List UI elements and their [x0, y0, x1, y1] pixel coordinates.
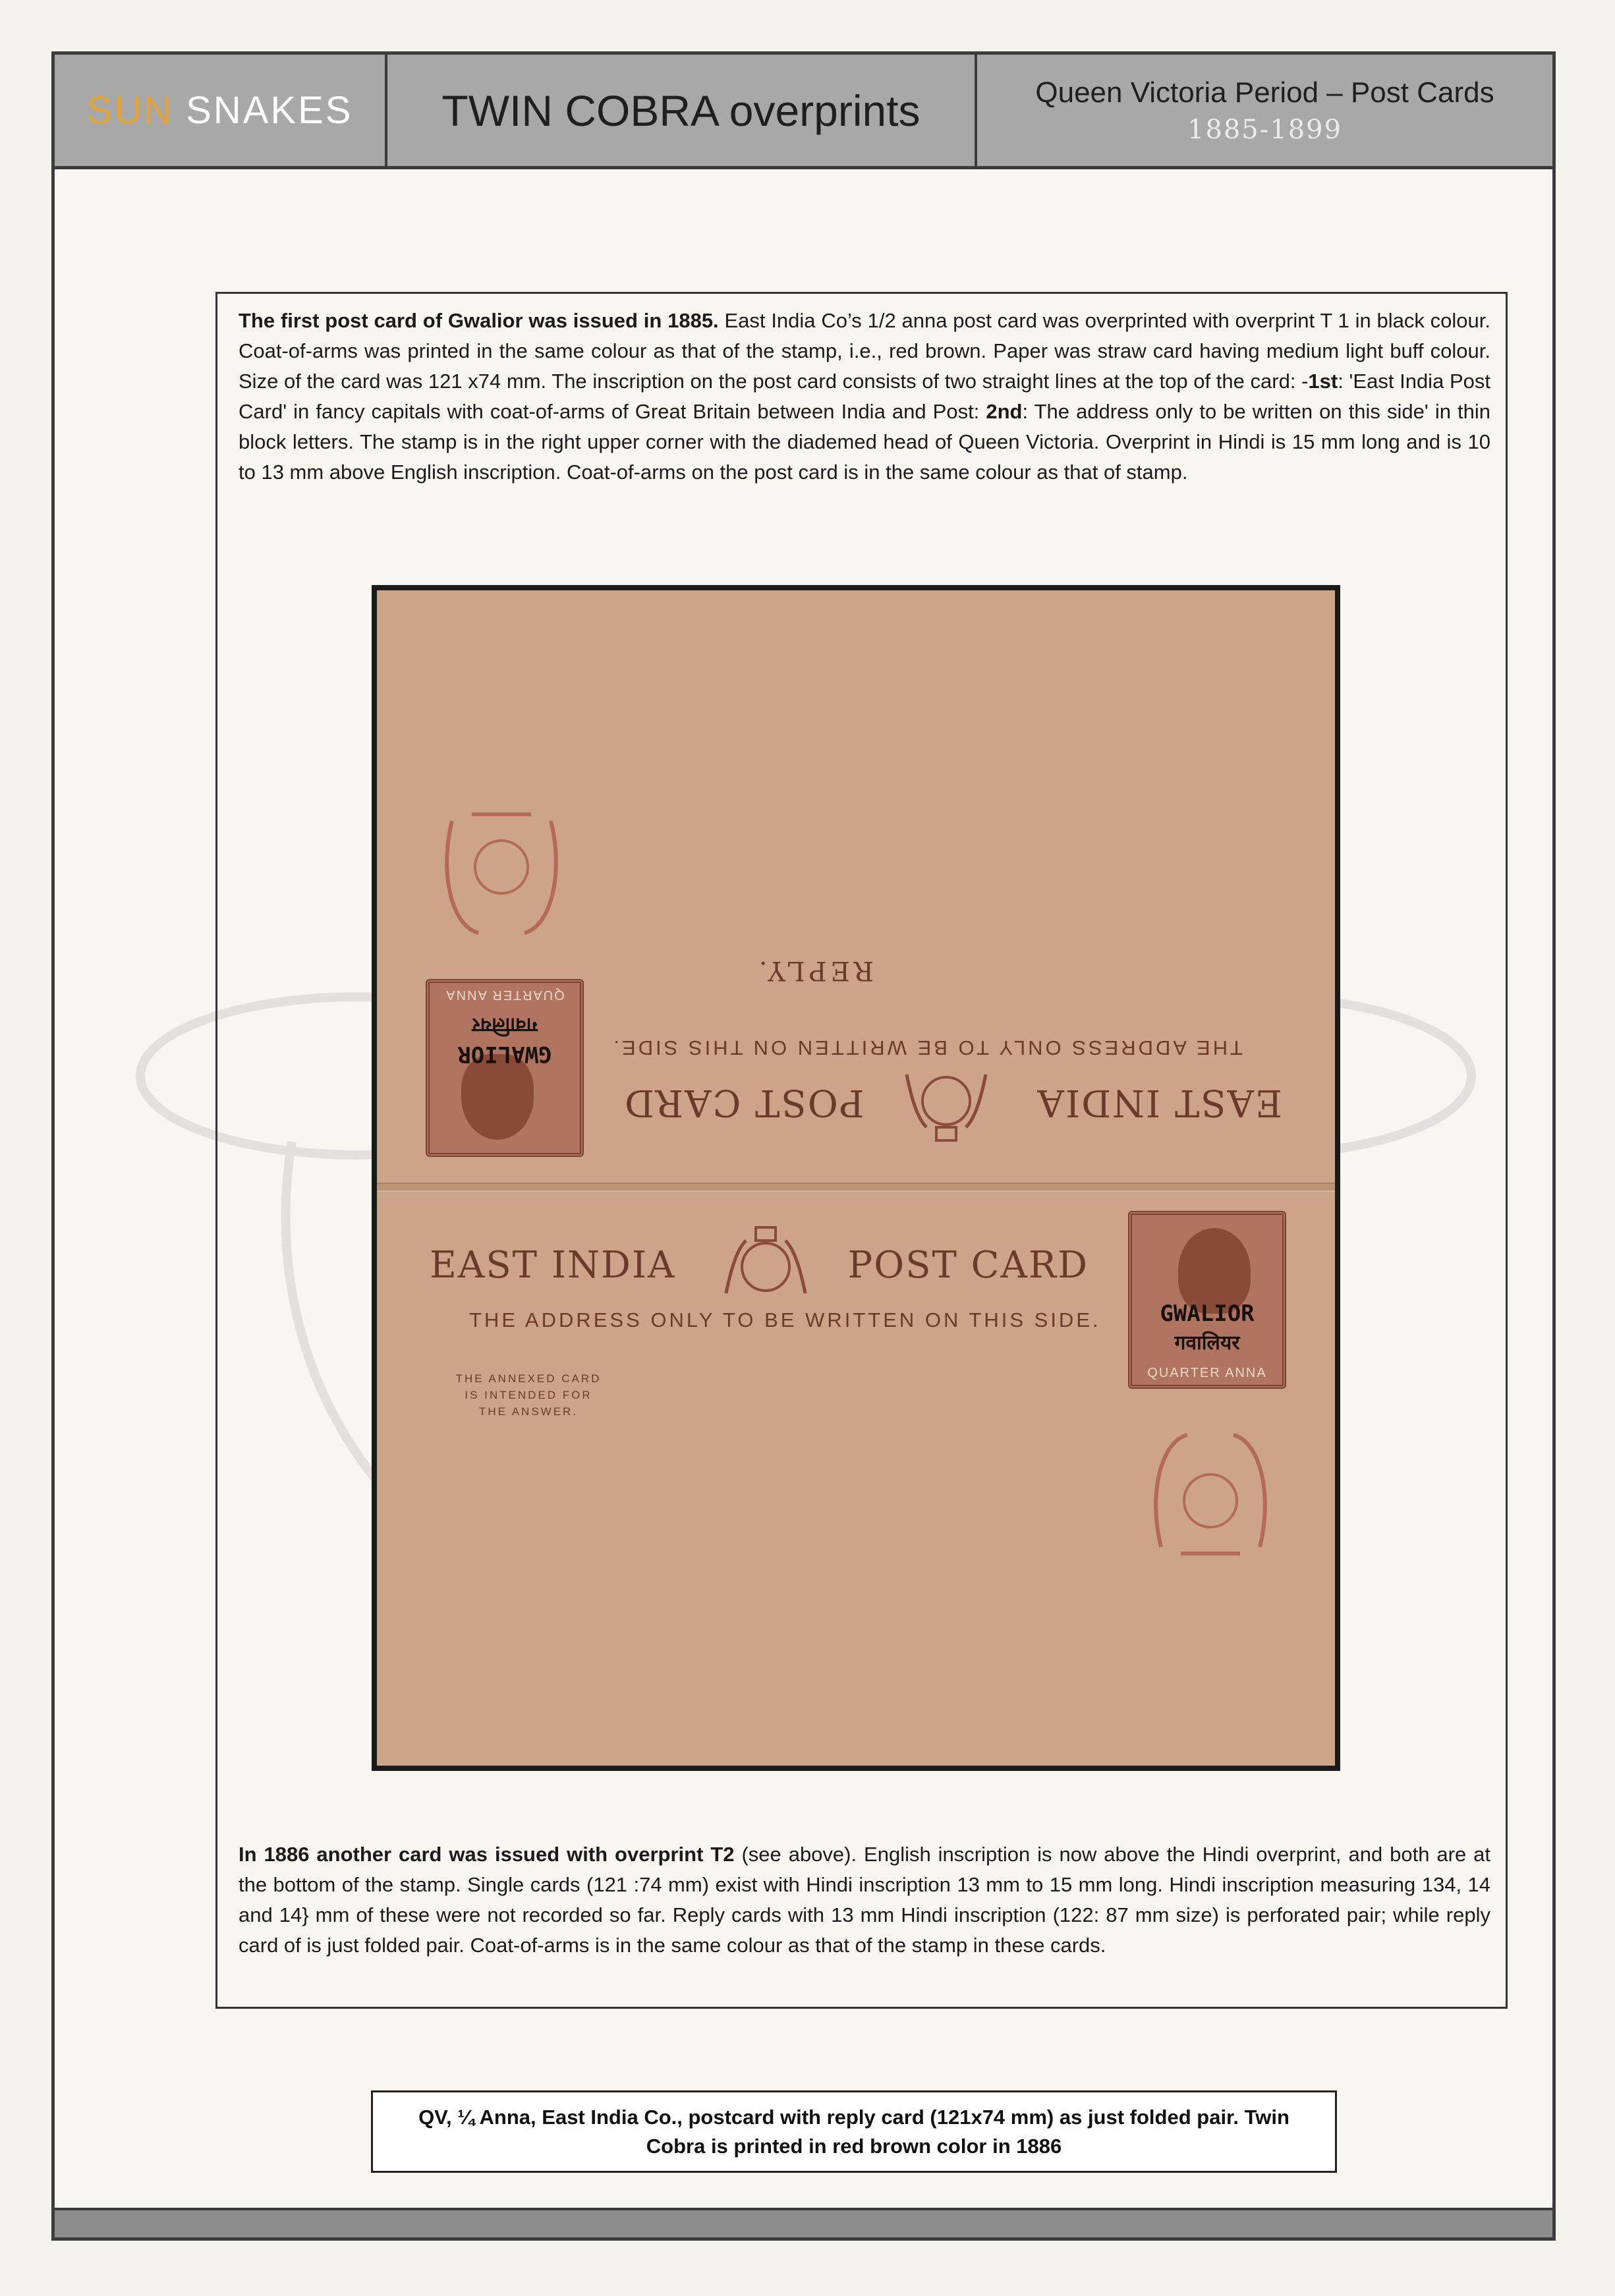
- twin-cobra-icon: [1135, 1415, 1286, 1567]
- postage-stamp: [1128, 1211, 1286, 1389]
- first-text: : 'East India Post Card' in fancy capitals with coat-of-arms of Great Britain between India and Post:: [239, 370, 1490, 423]
- reply-east-india: EAST INDIA: [1036, 1081, 1282, 1124]
- outro-body: (see above). English inscription is now above the Hindi overprint, and both are at the bottom of the stamp. Single cards (121 :74 mm) exist with Hindi inscription 13 mm to 15 mm long. Hindi inscription measuring 134, 14 and 14} mm of these were not recorded so far. Reply cards with 13 mm Hindi inscription (122: 87 mm size) is perforated pair; while reply card of is just folded pair. Coat-of-arms is in the same colour as that of the stamp in these cards.: [239, 1843, 1490, 1957]
- outro-lead: In 1886 another card was issued with overprint T2: [239, 1843, 735, 1866]
- title-cell: [387, 55, 977, 166]
- card-fold: [377, 1183, 1335, 1192]
- brand-snakes: SNAKES: [186, 89, 353, 132]
- first-label: 1st: [1308, 370, 1338, 393]
- reply-overprint-hindi: गवालियर: [472, 1013, 538, 1036]
- brand-cell: [55, 55, 387, 166]
- page-title: TWIN COBRA overprints: [441, 86, 921, 135]
- coat-of-arms-icon: [887, 1061, 1006, 1147]
- reply-stamp: [426, 979, 584, 1157]
- overprint-gwalior: GWALIOR: [1160, 1301, 1255, 1327]
- album-page-frame: [51, 51, 1556, 2241]
- caption-box: [371, 2090, 1337, 2173]
- second-label: 2nd: [986, 400, 1023, 423]
- reply-card-half: [377, 590, 1335, 1177]
- postcard-photo: [372, 585, 1340, 1771]
- post-card-label: POST CARD: [847, 1244, 1089, 1287]
- page-footer-bar: [55, 2208, 1552, 2237]
- annex-line-2: IS INTENDED FOR: [465, 1389, 592, 1401]
- reply-stamp-value: QUARTER ANNA: [445, 988, 565, 1002]
- reply-overprint: GWALIOR: [457, 1041, 552, 1067]
- period-cell: [977, 55, 1552, 166]
- east-india-label: EAST INDIA: [430, 1244, 676, 1287]
- period-years: 1885-1899: [1187, 114, 1343, 145]
- caption-text: QV, ¼ Anna, East India Co., postcard with reply card (121x74 mm) as just folded pair. Twin Cobra is printed in red brown color in 1886: [418, 2105, 1289, 2158]
- intro-paragraph: [239, 306, 1490, 488]
- postcard: [377, 590, 1335, 1766]
- overprint-hindi: गवालियर: [1174, 1331, 1240, 1355]
- stamp-value: QUARTER ANNA: [1147, 1366, 1267, 1380]
- brand-logo: [87, 88, 353, 132]
- twin-cobra-icon: [426, 801, 577, 953]
- outro-paragraph: [239, 1839, 1490, 1961]
- coat-of-arms-icon: [706, 1221, 825, 1306]
- message-card-half: [377, 1191, 1335, 1766]
- annex-note: [430, 1370, 627, 1420]
- intro-body: East India Co’s 1/2 anna post card was overprinted with overprint T 1 in black colour. Coat-of-arms was printed in the same colour as that of the stamp, i.e., red brown. Paper was straw card having medium light buff colour. Size of the card was 121 x74 mm. The inscription on the post card consists of two straight lines at the top of the card: -: [239, 309, 1490, 393]
- period-title: Queen Victoria Period – Post Cards: [1035, 76, 1494, 109]
- intro-lead: The first post card of Gwalior was issued in 1885.: [239, 309, 719, 332]
- page-header: [55, 55, 1552, 169]
- reply-address-line: THE ADDRESS ONLY TO BE WRITTEN ON THIS SIDE.: [611, 1036, 1243, 1059]
- reply-post-card: POST CARD: [623, 1081, 864, 1124]
- reply-label: REPLY.: [754, 955, 874, 986]
- brand-sun: SUN: [86, 89, 173, 132]
- annex-line-1: THE ANNEXED CARD: [455, 1372, 602, 1385]
- second-text: : The address only to be written on this side' in thin block letters. The stamp is in the right upper corner with the diademed head of Queen Victoria. Overprint in Hindi is 15 mm long and is 10 to 13 mm above English inscription. Coat-of-arms on the post card is in the same colour as that of stamp.: [239, 400, 1491, 484]
- annex-line-3: THE ANSWER.: [478, 1405, 579, 1418]
- address-line: THE ADDRESS ONLY TO BE WRITTEN ON THIS SIDE.: [469, 1308, 1101, 1331]
